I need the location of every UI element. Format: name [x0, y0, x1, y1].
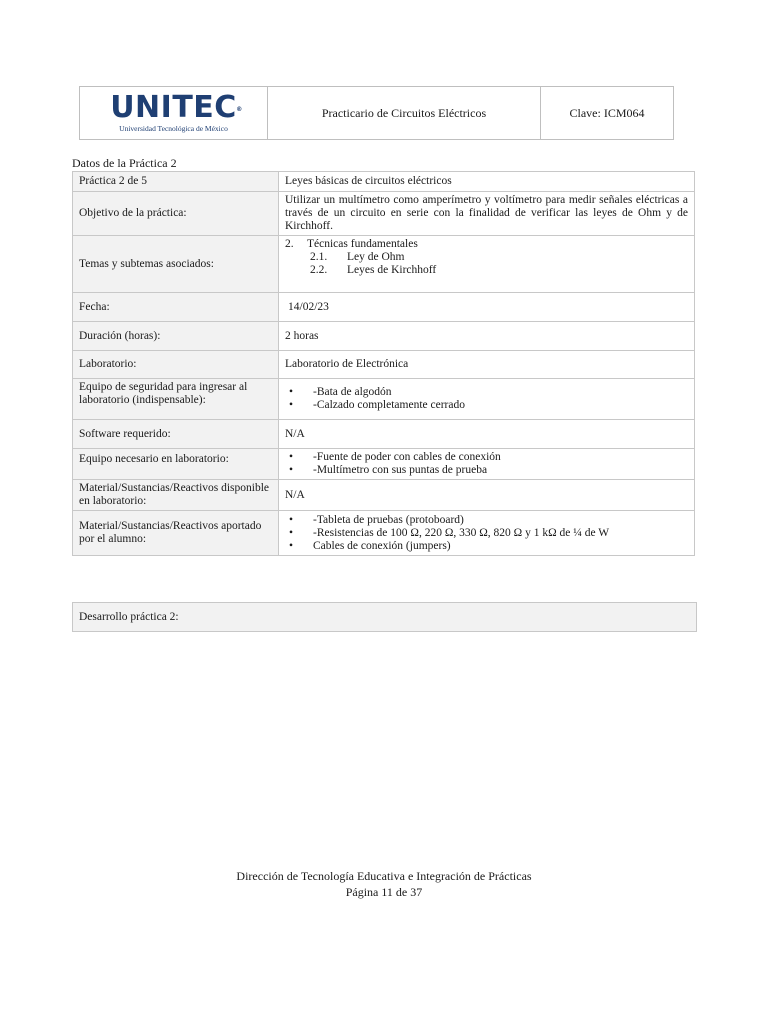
objective-label: Objetivo de la práctica: [73, 192, 279, 236]
table-row [73, 293, 695, 322]
list-item: • -Bata de algodón [285, 386, 688, 399]
software-label: Software requerido: [73, 420, 279, 449]
materials-lab-value: N/A [279, 480, 695, 511]
table-row [73, 351, 695, 379]
list-item: • -Tableta de pruebas (protoboard) [285, 514, 688, 527]
topics-value [279, 236, 695, 293]
table-row [73, 236, 695, 293]
lab-label: Laboratorio: [73, 351, 279, 379]
table-row [73, 420, 695, 449]
safety-label: Equipo de seguridad para ingresar al laboratorio (indispensable): [73, 379, 279, 420]
practice-number-label: Práctica 2 de 5 [73, 172, 279, 192]
list-item: • -Fuente de poder con cables de conexión [285, 451, 688, 464]
practice-data-table [72, 171, 695, 556]
objective-value: Utilizar un multímetro como amperímetro y voltímetro para medir señales eléctricas a través de un circuito en serie con la finalidad de verificar las leyes de Ohm y de Kirchhoff. [279, 192, 695, 236]
table-row [73, 449, 695, 480]
materials-lab-label: Material/Sustancias/Reactivos disponible en laboratorio: [73, 480, 279, 511]
list-item: • -Resistencias de 100 Ω, 220 Ω, 330 Ω, 820 Ω y 1 kΩ de ¼ de W [285, 527, 688, 540]
logo-subtitle: Universidad Tecnológica de México [119, 124, 228, 133]
page-number: Página 11 de 37 [345, 885, 423, 899]
list-item: • -Calzado completamente cerrado [285, 399, 688, 412]
logo-wordmark: UNITEC [110, 90, 237, 125]
logo-trademark: ® [236, 106, 243, 113]
topic-item: 2. Técnicas fundamentales [285, 238, 418, 250]
subtopic-item: 2.1. Ley de Ohm [310, 251, 405, 263]
table-row [73, 192, 695, 236]
equipment-label: Equipo necesario en laboratorio: [73, 449, 279, 480]
document-header [79, 86, 674, 140]
list-item: • Cables de conexión (jumpers) [285, 540, 688, 553]
date-label: Fecha: [73, 293, 279, 322]
date-value: 14/02/23 [279, 293, 695, 322]
materials-student-value [279, 511, 695, 556]
duration-value: 2 horas [279, 322, 695, 351]
document-title: Practicario de Circuitos Eléctricos [268, 87, 541, 139]
unitec-logo [80, 87, 268, 139]
table-row [73, 511, 695, 556]
lab-value: Laboratorio de Electrónica [279, 351, 695, 379]
topics-label: Temas y subtemas asociados: [73, 236, 279, 293]
footer-department: Dirección de Tecnología Educativa e Integración de Prácticas [236, 869, 532, 883]
development-section: Desarrollo práctica 2: [72, 602, 697, 632]
table-row [73, 379, 695, 420]
software-value: N/A [279, 420, 695, 449]
safety-value [279, 379, 695, 420]
subtopic-item: 2.2. Leyes de Kirchhoff [310, 264, 437, 276]
table-row [73, 172, 695, 192]
section-title: Datos de la Práctica 2 [72, 156, 177, 170]
equipment-value [279, 449, 695, 480]
course-code: Clave: ICM064 [569, 105, 645, 120]
list-item: • -Multímetro con sus puntas de prueba [285, 464, 688, 477]
duration-label: Duración (horas): [73, 322, 279, 351]
table-row [73, 322, 695, 351]
materials-student-label: Material/Sustancias/Reactivos aportado por el alumno: [73, 511, 279, 556]
table-row [73, 480, 695, 511]
practice-name-value: Leyes básicas de circuitos eléctricos [279, 172, 695, 192]
